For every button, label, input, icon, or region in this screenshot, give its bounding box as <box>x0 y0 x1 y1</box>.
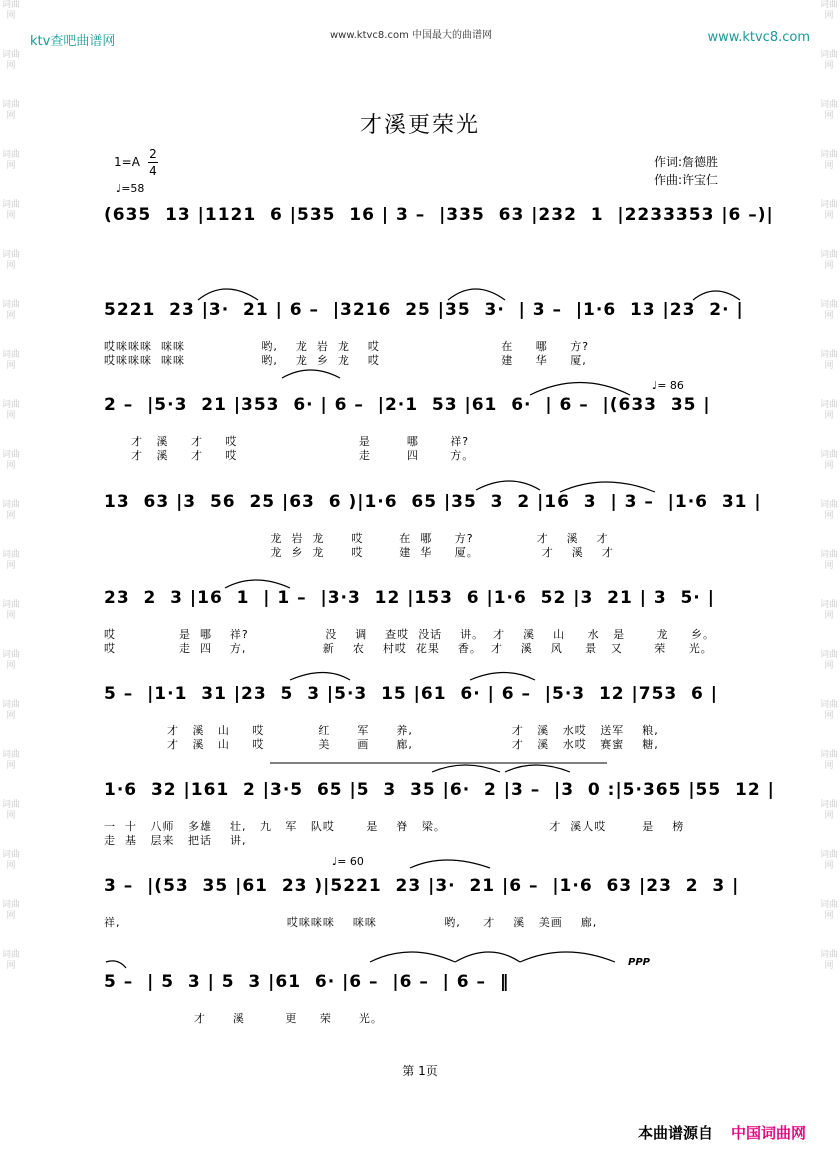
notation: 5221 23 |3· 21 | 6 – |3216 25 |35 3· | 3 – |1·6 13 |23 2· | <box>104 300 744 320</box>
notation: 1·6 32 |161 2 |3·5 65 |5 3 35 |6· 2 |3 – |3 0 :|5·365 |55 12 | <box>104 780 775 800</box>
lyric-line: 一 十 八师 多雄 壮, 九 军 队哎 是 脊 梁。 才 溪人哎 是 榜 <box>104 820 685 833</box>
song-title: 才溪更荣光 <box>359 113 480 138</box>
watermark-right <box>818 0 840 1169</box>
notation: 23 2 3 |16 1 | 1 – |3·3 12 |153 6 |1·6 52 |3 21 | 3 5· | <box>104 588 715 608</box>
score-line <box>104 972 754 1025</box>
watermark-text: 词曲网 <box>1 250 20 271</box>
header-site-name[interactable]: ktv查吧曲谱网 <box>30 34 116 49</box>
lyric-line: 祥, 哎咪咪咪 咪咪 哟, 才 溪 美画 廊, <box>104 916 598 929</box>
watermark-text: 词曲网 <box>819 500 838 521</box>
watermark-text: 词曲网 <box>1 450 20 471</box>
score-line <box>104 492 762 559</box>
watermark-text: 词曲网 <box>819 250 838 271</box>
notation: (635 13 |1121 6 |535 16 | 3 – |335 63 |232 1 |2233353 |6 –)| <box>104 205 774 225</box>
lyric-line: 哎 走 四 方, 新 农 村哎 花果 香。 才 溪 风 景 又 荣 光。 <box>104 642 713 655</box>
watermark-text: 词曲网 <box>1 100 20 121</box>
lyric-line: 才 溪 山 哎 美 画 廊, 才 溪 水哎 赛蜜 糖, <box>104 738 659 751</box>
watermark-text: 词曲网 <box>819 200 838 221</box>
score-line <box>104 300 754 367</box>
time-signature <box>148 146 158 179</box>
footer-brand-link[interactable]: 中国词曲网 <box>730 1124 806 1142</box>
watermark-text: 词曲网 <box>1 550 20 571</box>
watermark-text: 词曲网 <box>1 650 20 671</box>
footer-source-label: 本曲谱源自 <box>637 1124 713 1142</box>
watermark-text: 词曲网 <box>819 750 838 771</box>
watermark-text: 词曲网 <box>1 950 20 971</box>
lyric-line: 才 溪 山 哎 红 军 养, 才 溪 水哎 送军 粮, <box>104 724 659 737</box>
lyric-line: 才 溪 才 哎 是 哪 祥? <box>104 435 470 448</box>
time-sig-bottom: 4 <box>149 164 157 178</box>
notation: 13 63 |3 56 25 |63 6 )|1·6 65 |35 3 2 |16 3 | 3 – |1·6 31 | <box>104 492 762 512</box>
watermark-text: 词曲网 <box>819 100 838 121</box>
tempo-mark-3: ♩= 60 <box>332 855 364 868</box>
watermark-text: 词曲网 <box>1 500 20 521</box>
score-line <box>104 395 754 462</box>
watermark-text: 词曲网 <box>1 50 20 71</box>
watermark-text: 词曲网 <box>819 150 838 171</box>
tempo-mark: ♩=58 <box>116 182 145 195</box>
watermark-text: 词曲网 <box>1 850 20 871</box>
watermark-text: 词曲网 <box>819 300 838 321</box>
watermark-text: 词曲网 <box>1 400 20 421</box>
watermark-text: 词曲网 <box>1 900 20 921</box>
composer: 作曲:许宝仁 <box>654 173 719 187</box>
watermark-text: 词曲网 <box>1 350 20 371</box>
watermark-text: 词曲网 <box>819 650 838 671</box>
dynamic-mark: PPP <box>628 957 650 968</box>
notation: 5 – |1·1 31 |23 5 3 |5·3 15 |61 6· | 6 – |5·3 12 |753 6 | <box>104 684 719 704</box>
credits <box>654 153 718 189</box>
watermark-text: 词曲网 <box>819 800 838 821</box>
header-site-url[interactable]: www.ktvc8.com 中国最大的曲谱网 <box>330 30 493 41</box>
watermark-text: 词曲网 <box>819 950 838 971</box>
lyric-line: 才 溪 更 荣 光。 <box>104 1012 383 1025</box>
lyric-line: 哎咪咪咪 咪咪 哟, 龙 乡 龙 哎 建 华 厦, <box>104 354 587 367</box>
watermark-text: 词曲网 <box>819 550 838 571</box>
key-signature: 1=A <box>114 155 140 169</box>
watermark-text: 词曲网 <box>1 700 20 721</box>
lyric-line: 哎咪咪咪 咪咪 哟, 龙 岩 龙 哎 在 哪 方? <box>104 340 590 353</box>
notation: 3 – |(53 35 |61 23 )|5221 23 |3· 21 |6 – |1·6 63 |23 2 3 | <box>104 876 740 896</box>
footer-source <box>638 1122 806 1143</box>
watermark-text: 词曲网 <box>1 200 20 221</box>
watermark-text: 词曲网 <box>819 0 838 21</box>
score-line <box>104 205 774 245</box>
notation: 5 – | 5 3 | 5 3 |61 6· |6 – |6 – | 6 – ‖ <box>104 972 510 992</box>
watermark-text: 词曲网 <box>1 750 20 771</box>
notation: 2 – |5·3 21 |353 6· | 6 – |2·1 53 |61 6· | 6 – |(633 35 | <box>104 395 711 415</box>
score-line <box>104 876 754 929</box>
watermark-text: 词曲网 <box>1 0 20 21</box>
score-line <box>104 588 754 655</box>
lyric-line: 哎 是 哪 祥? 没 调 查哎 没话 讲。 才 溪 山 水 是 龙 乡。 <box>104 628 716 641</box>
watermark-text: 词曲网 <box>819 600 838 621</box>
watermark-text: 词曲网 <box>1 150 20 171</box>
header-site-link[interactable]: www.ktvc8.com <box>707 30 810 45</box>
watermark-text: 词曲网 <box>819 50 838 71</box>
watermark-text: 词曲网 <box>819 450 838 471</box>
time-sig-top: 2 <box>149 147 157 161</box>
watermark-text: 词曲网 <box>819 850 838 871</box>
lyric-line: 才 溪 才 哎 走 四 方。 <box>104 449 475 462</box>
lyric-line: 龙 乡 龙 哎 建 华 厦。 才 溪 才 <box>104 546 614 559</box>
lyric-line: 龙 岩 龙 哎 在 哪 方? 才 溪 才 <box>104 532 609 545</box>
watermark-text: 词曲网 <box>819 350 838 371</box>
page-number: 第 1页 <box>402 1064 438 1078</box>
watermark-text: 词曲网 <box>819 400 838 421</box>
watermark-text: 词曲网 <box>1 300 20 321</box>
score-line <box>104 684 754 751</box>
watermark-text: 词曲网 <box>1 800 20 821</box>
watermark-text: 词曲网 <box>819 900 838 921</box>
watermark-text: 词曲网 <box>819 700 838 721</box>
lyricist: 作词:詹德胜 <box>654 155 719 169</box>
lyric-line: 走 基 层来 把话 讲, <box>104 834 247 847</box>
watermark-text: 词曲网 <box>1 600 20 621</box>
tempo-mark-2: ♩= 86 <box>652 379 684 392</box>
score-line <box>104 780 775 847</box>
watermark-left <box>0 0 22 1169</box>
